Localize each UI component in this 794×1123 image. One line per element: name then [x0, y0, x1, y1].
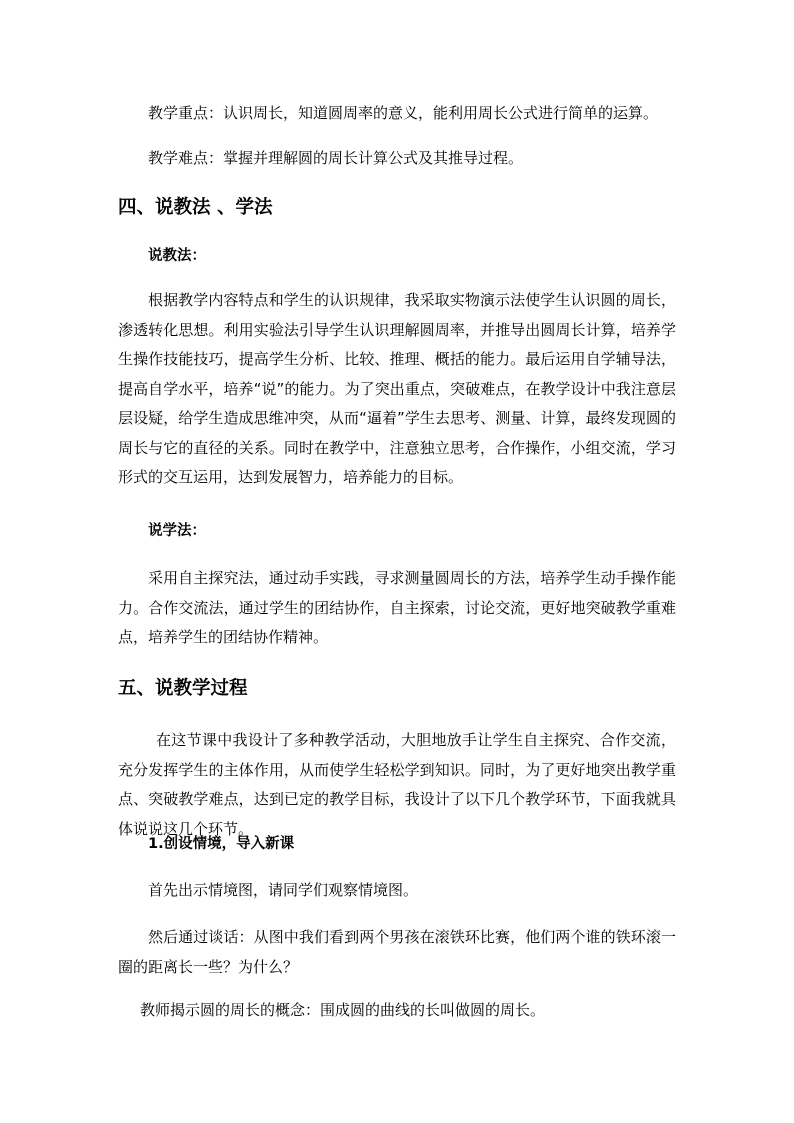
teaching-method-paragraph: 根据教学内容特点和学生的认识规律，我采取实物演示法使学生认识圆的周长，渗透转化思想。利用实验法引导学生认识理解圆周率，并推导出圆周长计算，培养学生操作技能技巧，提高学生分析、比较、推理、概括的能力。最后运用自学辅导法，提高自学水平，培养“说”的能力。为了突出重点，突破难点，在教学设计中我注意层层设疑，给学生造成思维冲突，从而“逼着”学生去思考、测量、计算，最终发现圆的周长与它的直径的关系。同时在教学中，注意独立思考，合作操作，小组交流，学习形式的交互运用，达到发展智力，培养能力的目标。: [118, 291, 676, 486]
section-4-heading: 四、说教法 、学法: [118, 197, 273, 218]
section-5-heading: 五、说教学过程: [118, 678, 248, 699]
learning-method-label: 说学法：: [148, 523, 206, 539]
step-1-paragraph-3: 教师揭示圆的周长的概念：围成圆的曲线的长叫做圆的周长。: [140, 1001, 546, 1019]
learning-method-paragraph: 采用自主探究法，通过动手实践，寻求测量圆周长的方法，培养学生动手操作能力。合作交流法，通过学生的团结协作，自主探索，讨论交流，更好地突破教学重难点，培养学生的团结协作精神。: [118, 569, 676, 646]
step-1-heading: 1.创设情境，导入新课: [148, 836, 295, 852]
section-5-intro-paragraph: 在这节课中我设计了多种教学活动，大胆地放手让学生自主探究、合作交流，充分发挥学生的主体作用，从而使学生轻松学到知识。同时，为了更好地突出教学重点、突破教学难点，达到已定的教学目标，我设计了以下几个教学环节，下面我就具体说说这几个环节。: [118, 731, 676, 838]
step-1-paragraph-1: 首先出示情境图，请同学们观察情境图。: [148, 881, 419, 899]
step-1-paragraph-2: 然后通过谈话：从图中我们看到两个男孩在滚铁环比赛，他们两个谁的铁环滚一圈的距离长一些？为什么？: [118, 928, 676, 976]
teaching-method-label: 说教法：: [148, 248, 206, 264]
key-point-text: 教学重点：认识周长，知道圆周率的意义，能利用周长公式进行简单的运算。: [148, 104, 659, 122]
difficult-point-text: 教学难点：掌握并理解圆的周长计算公式及其推导过程。: [148, 149, 524, 167]
